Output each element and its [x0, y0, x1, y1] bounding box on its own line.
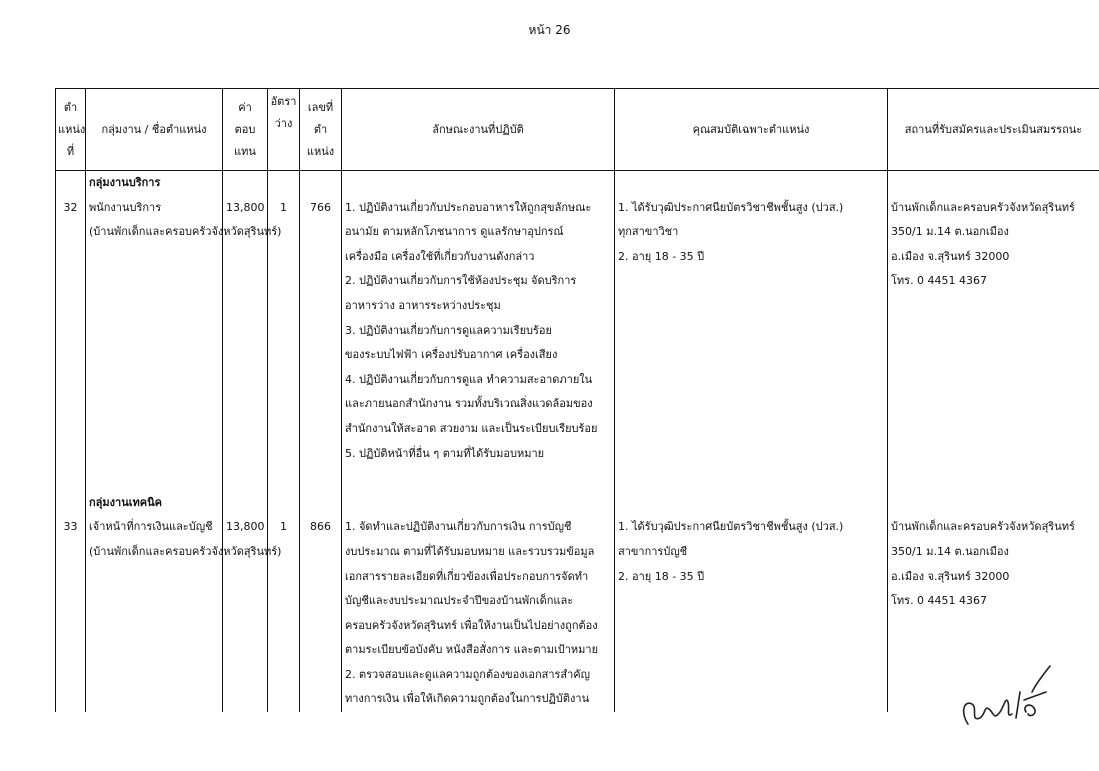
qualifications-cell: 1. ได้รับวุฒิประกาศนียบัตรวิชาชีพชั้นสูง (ปวส.) ทุกสาขาวิชา 2. อายุ 18 - 35 ปี: [615, 171, 888, 491]
header-qualifications: คุณสมบัติเฉพาะตำแหน่ง: [615, 89, 888, 171]
header-row: [56, 89, 1099, 171]
location-cell: บ้านพักเด็กและครอบครัวจังหวัดสุรินทร์ 350/1 ม.14 ต.นอกเมือง อ.เมือง จ.สุรินทร์ 32000 โทร. 0 4451 4367: [888, 171, 1099, 491]
rate-cell: 1: [268, 171, 300, 491]
position-number-cell: 866: [300, 491, 342, 712]
position-org: (บ้านพักเด็กและครอบครัวจังหวัดสุรินทร์): [89, 544, 282, 558]
table-row: [56, 491, 1099, 712]
location-cell: บ้านพักเด็กและครอบครัวจังหวัดสุรินทร์ 350/1 ม.14 ต.นอกเมือง อ.เมือง จ.สุรินทร์ 32000 โทร. 0 4451 4367: [888, 491, 1099, 712]
positions-table: [55, 88, 1099, 712]
header-rate: อัตรา ว่าง: [268, 89, 300, 171]
position-org: (บ้านพักเด็กและครอบครัวจังหวัดสุรินทร์): [89, 225, 282, 239]
position-number-cell: 766: [300, 171, 342, 491]
position-no-cell: 32: [56, 171, 86, 491]
header-position-number: เลขที่ ตำ แหน่ง: [300, 89, 342, 171]
header-group-name: กลุ่มงาน / ชื่อตำแหน่ง: [86, 89, 223, 171]
position-title: พนักงานบริการ: [89, 200, 162, 214]
header-duties: ลักษณะงานที่ปฏิบัติ: [342, 89, 615, 171]
duties-cell: 1. ปฏิบัติงานเกี่ยวกับประกอบอาหารให้ถูกสุขลักษณะ อนามัย ตามหลักโภชนาการ ดูแลรักษาอุปกรณ์ เครื่องมือ เครื่องใช้ที่เกี่ยวกับงานดังกล่าว 2. ปฏิบัติงานเกี่ยวกับการใช้ห้องประชุม จัดบริการ อาหารว่าง อาหารระหว่างประชุม 3. ปฏิบัติงานเกี่ยวกับการดูแลความเรียบร้อย ของระบบไฟฟ้า เครื่องปรับอากาศ เครื่องเสียง 4. ปฏิบัติงานเกี่ยวกับการดูแล ทำความสะอาดภายใน และภายนอกสำนักงาน รวมทั้งบริเวณสิ่งแวดล้อมของ สำนักงานให้สะอาด สวยงาม และเป็นระเบียบเรียบร้อย 5. ปฏิบัติหน้าที่อื่น ๆ ตามที่ได้รับมอบหมาย: [342, 171, 615, 491]
duties-cell: 1. จัดทำและปฏิบัติงานเกี่ยวกับการเงิน การบัญชี งบประมาณ ตามที่ได้รับมอบหมาย และรวบรวมข้อมูล เอกสารรายละเอียดที่เกี่ยวข้องเพื่อประกอบการจัดทำ บัญชีและงบประมาณประจำปีของบ้านพักเด็กและ ครอบครัวจังหวัดสุรินทร์ เพื่อให้งานเป็นไปอย่างถูกต้อง ตามระเบียบข้อบังคับ หนังสือสั่งการ และตามเป้าหมาย 2. ตรวจสอบและดูแลความถูกต้องของเอกสารสำคัญ ทางการเงิน เพื่อให้เกิดความถูกต้องในการปฏิบัติงาน: [342, 491, 615, 712]
wage-cell: 13,800: [223, 171, 268, 491]
position-title: เจ้าหน้าที่การเงินและบัญชี: [89, 520, 213, 534]
page-number: หน้า 26: [528, 23, 571, 37]
wage-cell: 13,800: [223, 491, 268, 712]
header-position-no: ตำ แหน่ง ที่: [56, 89, 86, 171]
rate-cell: 1: [268, 491, 300, 712]
signature-mark: [950, 652, 1060, 742]
header-wage: ค่า ตอบ แทน: [223, 89, 268, 171]
group-label: กลุ่มงานเทคนิค: [89, 495, 162, 509]
table-row: [56, 171, 1099, 491]
group-label: กลุ่มงานบริการ: [89, 176, 161, 189]
header-location: สถานที่รับสมัครและประเมินสมรรถนะ: [888, 89, 1099, 171]
position-no-cell: 33: [56, 491, 86, 712]
qualifications-cell: 1. ได้รับวุฒิประกาศนียบัตรวิชาชีพชั้นสูง (ปวส.) สาขาการบัญชี 2. อายุ 18 - 35 ปี: [615, 491, 888, 712]
